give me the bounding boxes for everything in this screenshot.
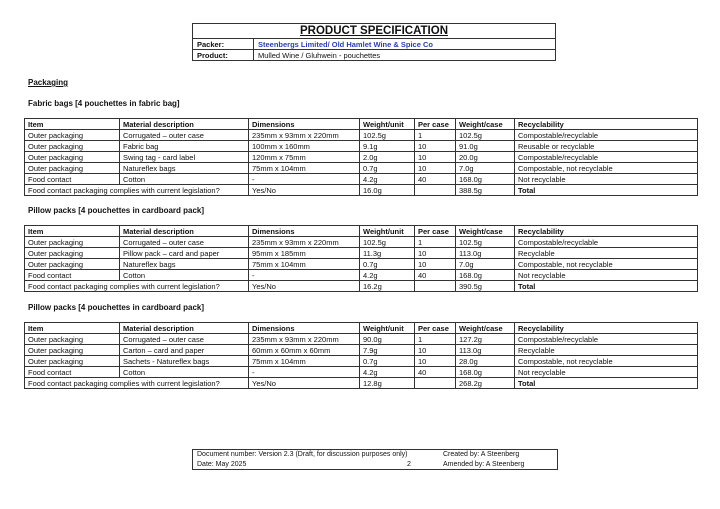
table-cell: 235mm x 93mm x 220mm (249, 237, 360, 248)
column-header: Item (25, 323, 120, 334)
table-cell: 4.2g (360, 367, 415, 378)
table-row (25, 237, 698, 248)
table-cell: Recyclable (515, 345, 698, 356)
legislation-answer: Yes/No (249, 378, 360, 389)
table-cell: 235mm x 93mm x 220mm (249, 334, 360, 345)
total-weight-unit: 16.2g (360, 281, 415, 292)
total-weight-case: 388.5g (456, 185, 515, 196)
table-row (25, 367, 698, 378)
spec-table (24, 322, 698, 389)
table-cell: 90.0g (360, 334, 415, 345)
table-cell: 1 (415, 334, 456, 345)
table-cell: 60mm x 60mm x 60mm (249, 345, 360, 356)
table-cell: Compostable/recyclable (515, 237, 698, 248)
table-cell: Outer packaging (25, 237, 120, 248)
table-cell: 1 (415, 130, 456, 141)
table-total-row (25, 185, 698, 196)
column-header: Material description (120, 119, 249, 130)
table-cell: 20.0g (456, 152, 515, 163)
table-row (25, 345, 698, 356)
total-label: Total (515, 281, 698, 292)
table-cell: Compostable, not recyclable (515, 259, 698, 270)
table-cell: Outer packaging (25, 141, 120, 152)
table-cell: Not recyclable (515, 174, 698, 185)
table-cell: Cotton (120, 174, 249, 185)
table-cell: 11.3g (360, 248, 415, 259)
table-cell: Natureflex bags (120, 259, 249, 270)
table-cell: - (249, 174, 360, 185)
table-row (25, 259, 698, 270)
column-header: Weight/unit (360, 119, 415, 130)
table-total-row (25, 281, 698, 292)
packer-value: Steenbergs Limited/ Old Hamlet Wine & Spice Co (254, 39, 556, 50)
table-cell: Outer packaging (25, 130, 120, 141)
section-title: Pillow packs [4 pouchettes in cardboard pack] (28, 206, 205, 215)
table-cell: 0.7g (360, 356, 415, 367)
table-cell: 0.7g (360, 259, 415, 270)
table-cell: 113.0g (456, 345, 515, 356)
column-header: Dimensions (249, 119, 360, 130)
column-header: Recyclability (515, 226, 698, 237)
table-cell: Corrugated – outer case (120, 237, 249, 248)
table-row (25, 130, 698, 141)
total-weight-case: 390.5g (456, 281, 515, 292)
table-cell: 40 (415, 367, 456, 378)
column-header: Dimensions (249, 226, 360, 237)
table-cell: Swing tag - card label (120, 152, 249, 163)
column-header: Weight/case (456, 323, 515, 334)
table-cell: Outer packaging (25, 356, 120, 367)
legislation-answer: Yes/No (249, 185, 360, 196)
table-cell: 168.0g (456, 367, 515, 378)
spec-header-table (192, 23, 556, 61)
table-row (25, 174, 698, 185)
table-row (25, 270, 698, 281)
table-cell: 7.9g (360, 345, 415, 356)
empty-cell (415, 378, 456, 389)
table-cell: - (249, 270, 360, 281)
table-cell: 120mm x 75mm (249, 152, 360, 163)
table-cell: 10 (415, 345, 456, 356)
table-cell: Outer packaging (25, 163, 120, 174)
column-header: Material description (120, 323, 249, 334)
table-cell: 10 (415, 259, 456, 270)
empty-cell (415, 281, 456, 292)
table-cell: Fabric bag (120, 141, 249, 152)
packaging-heading: Packaging (28, 78, 69, 87)
table-cell: Outer packaging (25, 259, 120, 270)
document-title: PRODUCT SPECIFICATION (193, 24, 556, 39)
table-cell: Outer packaging (25, 248, 120, 259)
table-cell: Compostable, not recyclable (515, 356, 698, 367)
column-header: Recyclability (515, 323, 698, 334)
table-row (25, 141, 698, 152)
legislation-answer: Yes/No (249, 281, 360, 292)
table-cell: 102.5g (360, 237, 415, 248)
table-cell: 91.0g (456, 141, 515, 152)
column-header: Material description (120, 226, 249, 237)
table-cell: 10 (415, 163, 456, 174)
table-total-row (25, 378, 698, 389)
table-cell: Reusable or recyclable (515, 141, 698, 152)
table-cell: 127.2g (456, 334, 515, 345)
table-cell: 75mm x 104mm (249, 163, 360, 174)
table-cell: Food contact (25, 367, 120, 378)
table-cell: 40 (415, 270, 456, 281)
column-header: Recyclability (515, 119, 698, 130)
table-cell: 75mm x 104mm (249, 356, 360, 367)
amended-by: Amended by: A Steenberg (443, 460, 525, 468)
table-cell: Cotton (120, 270, 249, 281)
table-cell: Compostable, not recyclable (515, 163, 698, 174)
table-cell: 75mm x 104mm (249, 259, 360, 270)
table-cell: 0.7g (360, 163, 415, 174)
table-cell: Not recyclable (515, 270, 698, 281)
table-cell: - (249, 367, 360, 378)
table-cell: Natureflex bags (120, 163, 249, 174)
table-cell: 28.0g (456, 356, 515, 367)
total-weight-case: 268.2g (456, 378, 515, 389)
section-title: Pillow packs [4 pouchettes in cardboard pack] (28, 303, 205, 312)
empty-cell (415, 185, 456, 196)
document-footer (192, 449, 558, 470)
column-header: Item (25, 119, 120, 130)
table-cell: Corrugated – outer case (120, 334, 249, 345)
table-cell: Compostable/recyclable (515, 130, 698, 141)
column-header: Item (25, 226, 120, 237)
table-row (25, 248, 698, 259)
column-header: Per case (415, 323, 456, 334)
table-cell: 102.5g (360, 130, 415, 141)
created-by: Created by: A Steenberg (443, 451, 520, 458)
table-header-row (25, 119, 698, 130)
table-cell: 1 (415, 237, 456, 248)
table-cell: Recyclable (515, 248, 698, 259)
table-cell: 9.1g (360, 141, 415, 152)
table-cell: Outer packaging (25, 334, 120, 345)
table-cell: Outer packaging (25, 345, 120, 356)
table-cell: 4.2g (360, 270, 415, 281)
doc-number: Document number: Version 2.3 (Draft, for discussion purposes only) (197, 451, 408, 458)
total-label: Total (515, 378, 698, 389)
doc-date: Date: May 2025 (197, 460, 247, 468)
column-header: Weight/unit (360, 323, 415, 334)
table-cell: Food contact (25, 270, 120, 281)
legislation-question: Food contact packaging complies with current legislation? (25, 378, 249, 389)
table-header-row (25, 226, 698, 237)
table-cell: 95mm x 185mm (249, 248, 360, 259)
table-cell: 4.2g (360, 174, 415, 185)
column-header: Weight/case (456, 226, 515, 237)
table-row (25, 334, 698, 345)
table-row (25, 152, 698, 163)
table-cell: Carton – card and paper (120, 345, 249, 356)
table-cell: Food contact (25, 174, 120, 185)
column-header: Weight/case (456, 119, 515, 130)
table-cell: 102.5g (456, 130, 515, 141)
total-weight-unit: 12.8g (360, 378, 415, 389)
table-cell: 7.0g (456, 259, 515, 270)
column-header: Weight/unit (360, 226, 415, 237)
total-label: Total (515, 185, 698, 196)
section-title: Fabric bags [4 pouchettes in fabric bag] (28, 99, 180, 108)
table-cell: Sachets - Natureflex bags (120, 356, 249, 367)
table-header-row (25, 323, 698, 334)
table-cell: 40 (415, 174, 456, 185)
table-cell: 10 (415, 141, 456, 152)
table-row (25, 163, 698, 174)
table-cell: 168.0g (456, 270, 515, 281)
product-value: Mulled Wine / Gluhwein - pouchettes (254, 50, 556, 61)
table-cell: 10 (415, 152, 456, 163)
table-cell: 2.0g (360, 152, 415, 163)
table-cell: 168.0g (456, 174, 515, 185)
table-cell: Pillow pack – card and paper (120, 248, 249, 259)
product-label: Product: (193, 50, 254, 61)
packer-label: Packer: (193, 39, 254, 50)
spec-table (24, 225, 698, 292)
table-cell: Not recyclable (515, 367, 698, 378)
table-cell: 100mm x 160mm (249, 141, 360, 152)
table-cell: Compostable/recyclable (515, 152, 698, 163)
table-cell: 235mm x 93mm x 220mm (249, 130, 360, 141)
total-weight-unit: 16.0g (360, 185, 415, 196)
spec-table (24, 118, 698, 196)
column-header: Per case (415, 226, 456, 237)
table-cell: 10 (415, 248, 456, 259)
table-row (25, 356, 698, 367)
table-cell: Cotton (120, 367, 249, 378)
table-cell: Corrugated – outer case (120, 130, 249, 141)
table-cell: 102.5g (456, 237, 515, 248)
table-cell: Outer packaging (25, 152, 120, 163)
column-header: Per case (415, 119, 456, 130)
table-cell: Compostable/recyclable (515, 334, 698, 345)
table-cell: 113.0g (456, 248, 515, 259)
table-cell: 10 (415, 356, 456, 367)
column-header: Dimensions (249, 323, 360, 334)
legislation-question: Food contact packaging complies with current legislation? (25, 281, 249, 292)
legislation-question: Food contact packaging complies with current legislation? (25, 185, 249, 196)
table-cell: 7.0g (456, 163, 515, 174)
page-number: 2 (407, 460, 411, 468)
